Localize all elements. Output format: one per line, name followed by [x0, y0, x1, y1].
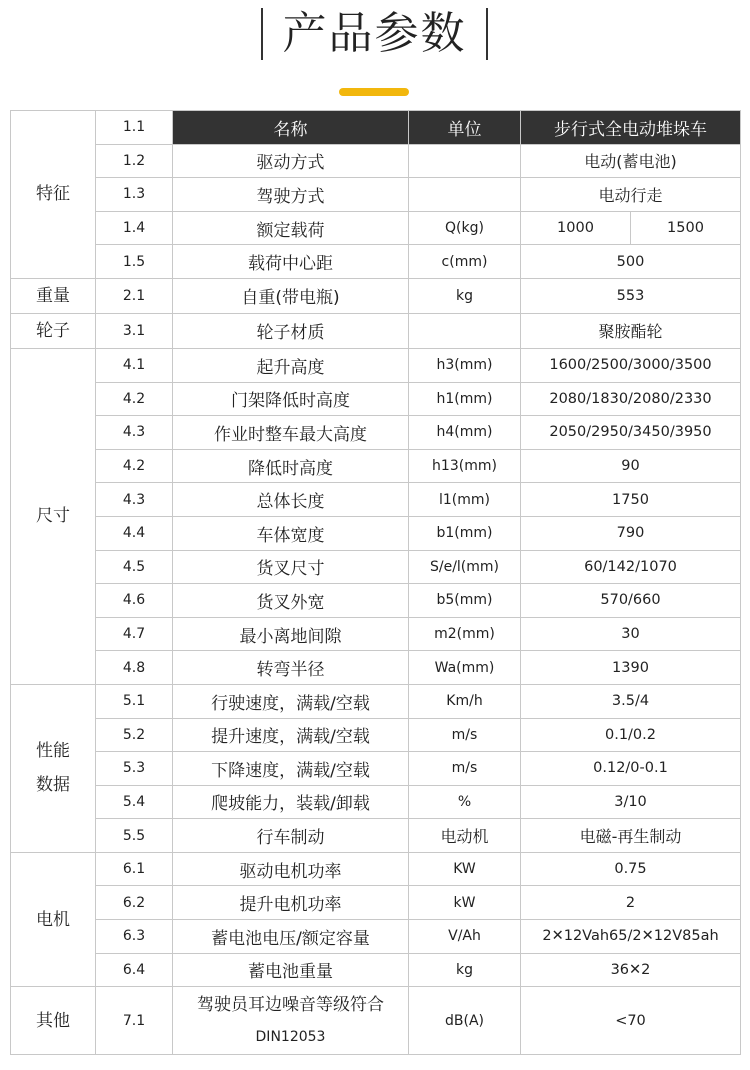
- table-row: [11, 617, 741, 651]
- table-row: [11, 819, 741, 853]
- row-number: 6.2: [96, 886, 173, 920]
- item-name: 行车制动: [173, 819, 409, 853]
- category-cell: 轮子: [11, 313, 96, 348]
- header-item: 名称: [173, 111, 409, 145]
- table-row: [11, 313, 741, 348]
- unit-cell: dB(A): [409, 987, 521, 1055]
- item-name: 蓄电池电压/额定容量: [173, 920, 409, 954]
- item-name: 转弯半径: [173, 651, 409, 685]
- value-cell: 3/10: [521, 785, 741, 819]
- table-row: [11, 144, 741, 178]
- row-number: 4.1: [96, 348, 173, 382]
- row-number: 5.3: [96, 752, 173, 786]
- category-cell: 尺寸: [11, 348, 96, 684]
- row-number: 5.4: [96, 785, 173, 819]
- row-number: 1.2: [96, 144, 173, 178]
- unit-cell: h1(mm): [409, 382, 521, 416]
- item-name: 提升电机功率: [173, 886, 409, 920]
- item-name: 行驶速度，满载/空载: [173, 684, 409, 718]
- value-cell: 570/660: [521, 584, 741, 618]
- row-number: 1.3: [96, 178, 173, 212]
- value-cell: 电动(蓄电池): [521, 144, 741, 178]
- row-number: 3.1: [96, 313, 173, 348]
- table-row: [11, 953, 741, 987]
- item-name: 额定载荷: [173, 211, 409, 245]
- value-cell: 1390: [521, 651, 741, 685]
- item-name: 最小离地间隙: [173, 617, 409, 651]
- value-cell: 30: [521, 617, 741, 651]
- table-row: [11, 550, 741, 584]
- item-name: 蓄电池重量: [173, 953, 409, 987]
- unit-cell: b1(mm): [409, 516, 521, 550]
- value-cell: 1750: [521, 483, 741, 517]
- value-cell: 0.1/0.2: [521, 718, 741, 752]
- unit-cell: V/Ah: [409, 920, 521, 954]
- unit-cell: m2(mm): [409, 617, 521, 651]
- table-row: [11, 718, 741, 752]
- item-name: 载荷中心距: [173, 245, 409, 279]
- unit-cell: m/s: [409, 752, 521, 786]
- category-cell: 重量: [11, 278, 96, 313]
- spec-table: [10, 110, 741, 1055]
- item-name: 总体长度: [173, 483, 409, 517]
- value-cell: 1000: [521, 211, 631, 245]
- table-row: [11, 178, 741, 212]
- row-number: 6.4: [96, 953, 173, 987]
- row-number: 6.1: [96, 852, 173, 886]
- header-unit: 单位: [409, 111, 521, 145]
- row-number: 4.2: [96, 449, 173, 483]
- table-row: [11, 584, 741, 618]
- table-row: [11, 684, 741, 718]
- unit-cell: S/e/l(mm): [409, 550, 521, 584]
- row-number: 5.1: [96, 684, 173, 718]
- value-cell: <70: [521, 987, 741, 1055]
- item-name: 驾驶方式: [173, 178, 409, 212]
- title-right-bar: [486, 8, 488, 60]
- row-number: 5.5: [96, 819, 173, 853]
- table-row: [11, 886, 741, 920]
- item-name: 起升高度: [173, 348, 409, 382]
- title-accent-bar: [339, 88, 409, 96]
- table-row: [11, 245, 741, 279]
- table-row: [11, 987, 741, 1055]
- value-cell: 2: [521, 886, 741, 920]
- item-name: 轮子材质: [173, 313, 409, 348]
- item-name: 爬坡能力，装载/卸载: [173, 785, 409, 819]
- value-cell: 电动行走: [521, 178, 741, 212]
- unit-cell: Wa(mm): [409, 651, 521, 685]
- value-cell: 3.5/4: [521, 684, 741, 718]
- unit-cell: Km/h: [409, 684, 521, 718]
- item-name: 驱动方式: [173, 144, 409, 178]
- unit-cell: c(mm): [409, 245, 521, 279]
- spec-table-body: [11, 111, 741, 1055]
- unit-cell: h3(mm): [409, 348, 521, 382]
- value-cell: 0.75: [521, 852, 741, 886]
- page-title: 产品参数: [282, 8, 467, 59]
- table-row: [11, 211, 741, 245]
- unit-cell: kg: [409, 278, 521, 313]
- row-number: 4.5: [96, 550, 173, 584]
- item-name: [173, 987, 409, 1055]
- row-number: 4.3: [96, 483, 173, 517]
- item-name: 驱动电机功率: [173, 852, 409, 886]
- category-cell: 性能数据: [11, 684, 96, 852]
- value-cell: 2080/1830/2080/2330: [521, 382, 741, 416]
- item-name-line: 驾驶员耳边噪音等级符合: [197, 994, 384, 1015]
- title-area: [0, 0, 750, 110]
- table-row: [11, 449, 741, 483]
- item-name-line: DIN12053: [255, 1028, 326, 1045]
- table-row: [11, 651, 741, 685]
- table-row: [11, 920, 741, 954]
- value-cell: 60/142/1070: [521, 550, 741, 584]
- table-row: [11, 382, 741, 416]
- item-name: 车体宽度: [173, 516, 409, 550]
- table-row: [11, 852, 741, 886]
- row-number: 5.2: [96, 718, 173, 752]
- row-number: 4.6: [96, 584, 173, 618]
- unit-cell: kg: [409, 953, 521, 987]
- row-number: 1.5: [96, 245, 173, 279]
- item-name: 自重(带电瓶): [173, 278, 409, 313]
- table-row: [11, 785, 741, 819]
- value-cell: 聚胺酯轮: [521, 313, 741, 348]
- value-cell: 36✕2: [521, 953, 741, 987]
- item-name: 货叉尺寸: [173, 550, 409, 584]
- item-name: 门架降低时高度: [173, 382, 409, 416]
- value-cell: 790: [521, 516, 741, 550]
- row-number: 4.2: [96, 382, 173, 416]
- table-row: [11, 416, 741, 450]
- table-row: [11, 278, 741, 313]
- item-name: 提升速度，满载/空载: [173, 718, 409, 752]
- unit-cell: [409, 178, 521, 212]
- unit-cell: b5(mm): [409, 584, 521, 618]
- table-header-row: [11, 111, 741, 145]
- item-name: 下降速度，满载/空载: [173, 752, 409, 786]
- row-number: 6.3: [96, 920, 173, 954]
- row-number: 4.8: [96, 651, 173, 685]
- unit-cell: kW: [409, 886, 521, 920]
- unit-cell: %: [409, 785, 521, 819]
- unit-cell: Q(kg): [409, 211, 521, 245]
- row-number: 2.1: [96, 278, 173, 313]
- row-number: 7.1: [96, 987, 173, 1055]
- value-cell: 500: [521, 245, 741, 279]
- table-row: [11, 348, 741, 382]
- value-cell: 0.12/0-0.1: [521, 752, 741, 786]
- value-cell: 电磁-再生制动: [521, 819, 741, 853]
- unit-cell: l1(mm): [409, 483, 521, 517]
- unit-cell: h4(mm): [409, 416, 521, 450]
- row-number: 1.1: [96, 111, 173, 145]
- unit-cell: h13(mm): [409, 449, 521, 483]
- value-cell: 2✕12Vah65/2✕12V85ah: [521, 920, 741, 954]
- category-cell: 电机: [11, 852, 96, 986]
- item-name: 货叉外宽: [173, 584, 409, 618]
- category-cell: 其他: [11, 987, 96, 1055]
- item-name: 降低时高度: [173, 449, 409, 483]
- table-row: [11, 752, 741, 786]
- value-cell: 1600/2500/3000/3500: [521, 348, 741, 382]
- row-number: 4.7: [96, 617, 173, 651]
- unit-cell: [409, 144, 521, 178]
- unit-cell: [409, 313, 521, 348]
- unit-cell: KW: [409, 852, 521, 886]
- row-number: 4.4: [96, 516, 173, 550]
- item-name: 作业时整车最大高度: [173, 416, 409, 450]
- value-cell: 90: [521, 449, 741, 483]
- unit-cell: m/s: [409, 718, 521, 752]
- value-cell: 1500: [631, 211, 741, 245]
- table-row: [11, 483, 741, 517]
- row-number: 1.4: [96, 211, 173, 245]
- value-cell: 553: [521, 278, 741, 313]
- unit-cell: 电动机: [409, 819, 521, 853]
- category-cell: 特征: [11, 111, 96, 279]
- value-cell: 2050/2950/3450/3950: [521, 416, 741, 450]
- table-row: [11, 516, 741, 550]
- row-number: 4.3: [96, 416, 173, 450]
- header-value: 步行式全电动堆垛车: [521, 111, 741, 145]
